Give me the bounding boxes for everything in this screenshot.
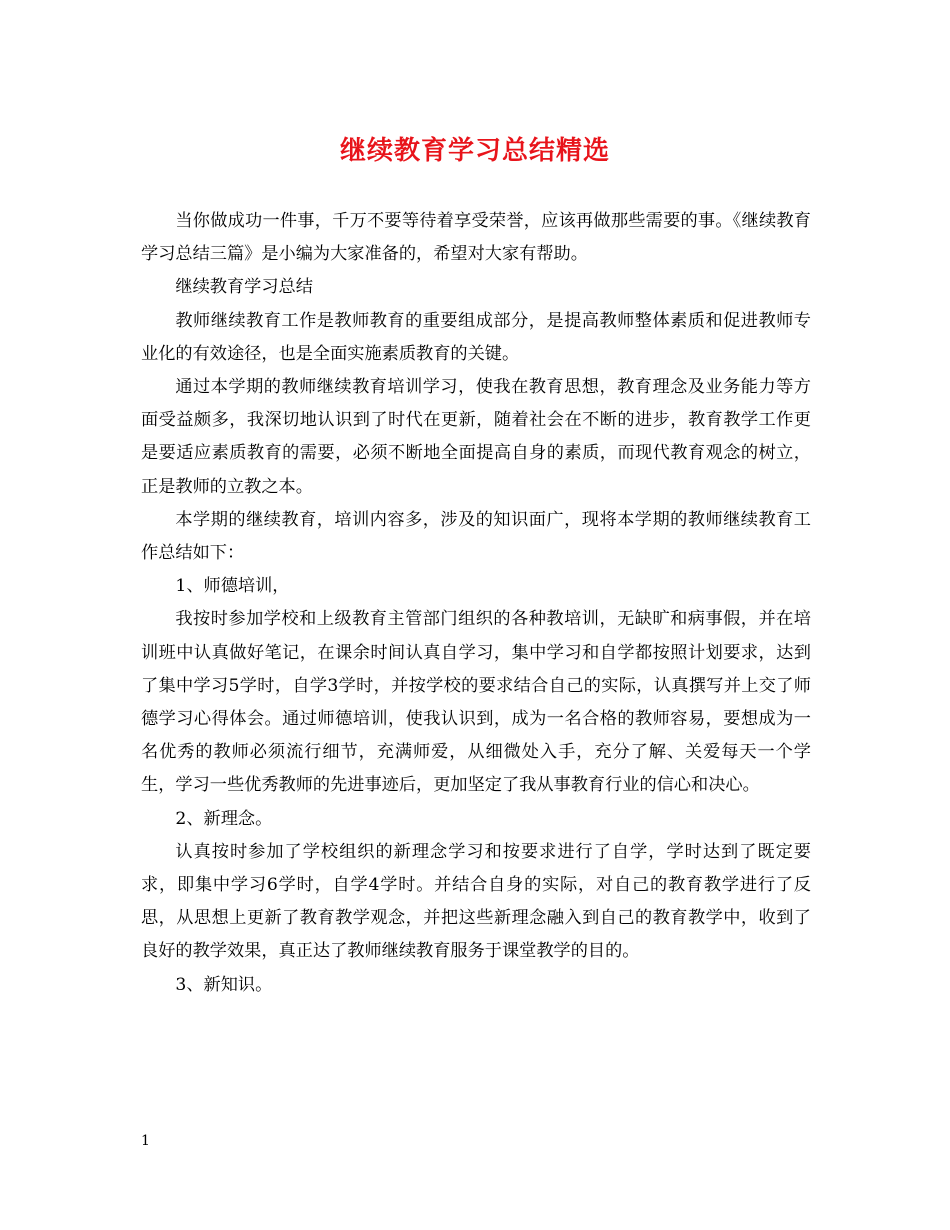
- body-paragraph: 通过本学期的教师继续教育培训学习，使我在教育思想，教育理念及业务能力等方面受益颇多，我深切地认识到了时代在更新，随着社会在不断的进步，教育教学工作更是要适应素质教育的需要，必须不断地全面提高自身的素质，而现代教育观念的树立，正是教师的立教之本。: [141, 377, 811, 497]
- body-paragraph: 本学期的继续教育，培训内容多，涉及的知识面广，现将本学期的教师继续教育工作总结如下：: [141, 509, 811, 564]
- document-body: [141, 205, 811, 1002]
- list-heading-new-knowledge: 3、新知识。: [175, 974, 273, 995]
- list-heading-new-concepts: 2、新理念。: [175, 808, 273, 829]
- intro-paragraph: 当你做成功一件事，千万不要等待着享受荣誉，应该再做那些需要的事。《继续教育学习总结三篇》是小编为大家准备的，希望对大家有帮助。: [141, 211, 811, 265]
- list-heading-ethics-training: 1、师德培训，: [175, 576, 290, 597]
- body-paragraph: 教师继续教育工作是教师教育的重要组成部分，是提高教师整体素质和促进教师专业化的有效途径，也是全面实施素质教育的关键。: [141, 310, 811, 364]
- document-title: 继续教育学习总结精选: [339, 136, 610, 166]
- body-paragraph: 我按时参加学校和上级教育主管部门组织的各种教培训，无缺旷和病事假，并在培训班中认真做好笔记，在课余时间认真自学习，集中学习和自学都按照计划要求，达到了集中学习5学时，自学3学时，并按学校的要求结合自己的实际，认真撰写并上交了师德学习心得体会。通过师德培训，使我认识到，成为一名合格的教师容易，要想成为一名优秀的教师必须流行细节，充满师爱，从细微处入手，充分了解、关爱每天一个学生，学习一些优秀教师的先进事迹后，更加坚定了我从事教育行业的信心和决心。: [141, 609, 811, 796]
- section-heading: 继续教育学习总结: [175, 277, 313, 298]
- body-paragraph: 认真按时参加了学校组织的新理念学习和按要求进行了自学，学时达到了既定要求，即集中学习6学时，自学4学时。并结合自身的实际，对自己的教育教学进行了反思，从思想上更新了教育教学观念，并把这些新理念融入到自己的教育教学中，收到了良好的教学效果，真正达了教师继续教育服务于课堂教学的目的。: [141, 841, 811, 962]
- page-number: 1: [141, 1133, 150, 1149]
